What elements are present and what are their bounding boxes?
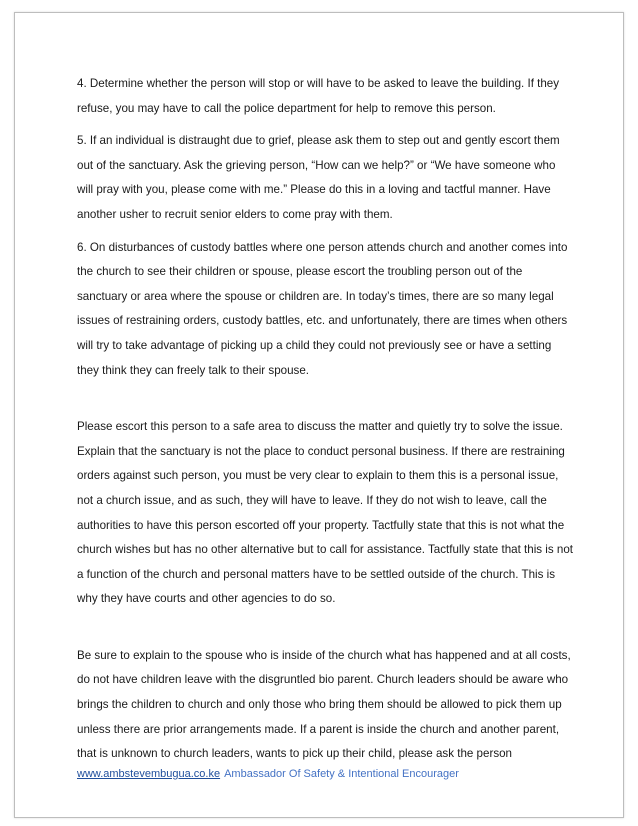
paragraph-item-6: 6. On disturbances of custody battles where one person attends church and another comes into the church to see their children or spouse, please escort the troubling person out of the sanctuary or area where the spouse or children are. In today’s times, there are so many legal issues of restraining orders, custody battles, etc. and unfortunately, there are times when others will try to take advantage of picking up a child they could not previously see or have a setting they think they can freely talk to their spouse. [77,240,568,377]
paragraph-spacer [77,612,573,644]
paragraph-spacer [77,121,573,129]
paragraph-spouse: Be sure to explain to the spouse who is inside of the church what has happened and at all costs, do not have children leave with the disgruntled bio parent. Church leaders should be aware who brings the children to church and only those who bring them should be allowed to pick them up unless there are prior arrangements made. If a parent is inside the church and another parent, that is unknown to church leaders, wants to pick up their child, please ask the person [77,648,571,761]
paragraph-item-4: 4. Determine whether the person will stop or will have to be asked to leave the building. If they refuse, you may have to call the police department for help to remove this person. [77,77,560,115]
paragraph-escort: Please escort this person to a safe area to discuss the matter and quietly try to solve the issue. Explain that the sanctuary is not the place to conduct personal business. If there are restraining orders against such person, you must be very clear to explain to them this is a personal issue, not a church issue, and as such, they will have to leave. If they do not wish to leave, call the authorities to have this person escorted off your property. Tactfully state that this is not what the church wishes but has no other alternative but to call for assistance. Tactfully state that this is not a function of the church and personal matters have to be settled outside of the church. This is why they have courts and other agencies to do so. [77,420,573,606]
website-link[interactable]: www.ambstevembugua.co.ke [77,768,221,780]
paragraph-item-5: 5. If an individual is distraught due to grief, please ask them to step out and gently escort them out of the sanctuary. Ask the grieving person, “How can we help?” or “We have someone who will pray with you, please come with me.” Please do this in a loving and tactful manner. Have another usher to recruit senior elders to come pray with them. [77,134,560,221]
document-body [77,72,573,767]
document-page [14,12,624,818]
paragraph-spacer [77,383,573,415]
footer-tagline: Ambassador Of Safety & Intentional Encourager [224,768,459,780]
paragraph-spacer [77,228,573,236]
page-footer [77,767,459,781]
